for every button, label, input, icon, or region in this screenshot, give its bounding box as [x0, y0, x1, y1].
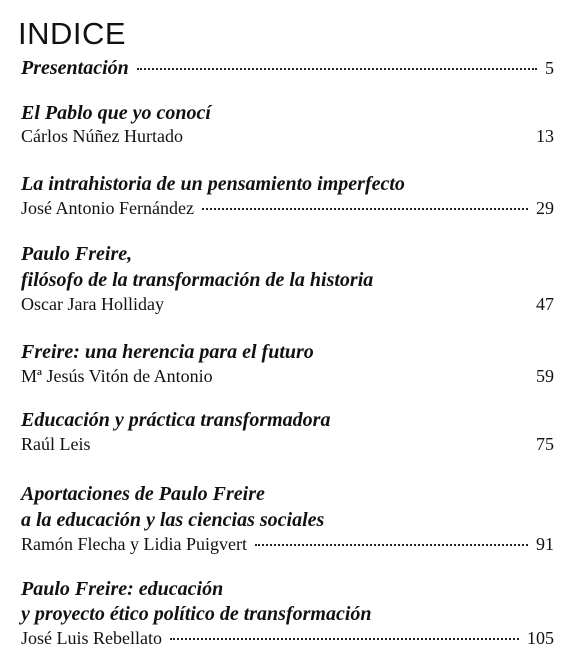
- entry-author: José Antonio Fernández: [21, 198, 194, 218]
- entry-heading: Paulo Freire: educación: [21, 578, 224, 600]
- entry-heading: a la educación y las ciencias sociales: [21, 509, 325, 531]
- entry-author: Raúl Leis: [21, 434, 91, 454]
- page-number: 47: [536, 294, 554, 314]
- entry-heading: y proyecto ético político de transformación: [21, 603, 372, 625]
- page-number: 59: [536, 366, 554, 386]
- toc-entry-line: [21, 198, 554, 222]
- entry-heading: Aportaciones de Paulo Freire: [21, 483, 265, 505]
- toc-entry-line: [21, 434, 554, 458]
- entry-author: Ramón Flecha y Lidia Puigvert: [21, 534, 247, 554]
- entry-heading: Presentación: [21, 57, 129, 79]
- entry-author: José Luis Rebellato: [21, 628, 162, 648]
- page-number: 91: [536, 534, 554, 554]
- toc-entry-line: [21, 534, 554, 558]
- toc-entry-line: [21, 628, 554, 652]
- entry-heading: La intrahistoria de un pensamiento imperfecto: [21, 173, 405, 195]
- page-title: INDICE: [18, 16, 127, 51]
- toc-entry-line: [21, 294, 554, 318]
- page-number: 29: [536, 198, 554, 218]
- entry-author: Oscar Jara Holliday: [21, 294, 164, 314]
- entry-author: Cárlos Núñez Hurtado: [21, 126, 183, 146]
- entry-heading: Educación y práctica transformadora: [21, 409, 331, 431]
- dot-leader: [99, 443, 529, 446]
- entry-heading: filósofo de la transformación de la historia: [21, 269, 374, 291]
- entry-author: Mª Jesús Vitón de Antonio: [21, 366, 213, 386]
- dot-leader: [137, 67, 537, 70]
- toc-entry-line: [21, 126, 554, 150]
- dot-leader: [172, 303, 528, 306]
- dot-leader: [202, 207, 528, 210]
- dot-leader: [170, 637, 519, 640]
- page-number: 105: [527, 628, 554, 648]
- page-number: 75: [536, 434, 554, 454]
- toc-entry-presentacion: [21, 57, 554, 81]
- toc-entry-line: [21, 366, 554, 390]
- entry-heading: Freire: una herencia para el futuro: [21, 341, 314, 363]
- dot-leader: [255, 543, 528, 546]
- page-number: 5: [545, 58, 554, 78]
- page-number: 13: [536, 126, 554, 146]
- dot-leader: [221, 375, 528, 378]
- entry-heading: El Pablo que yo conocí: [21, 102, 211, 124]
- dot-leader: [191, 135, 528, 138]
- entry-heading: Paulo Freire,: [21, 243, 133, 265]
